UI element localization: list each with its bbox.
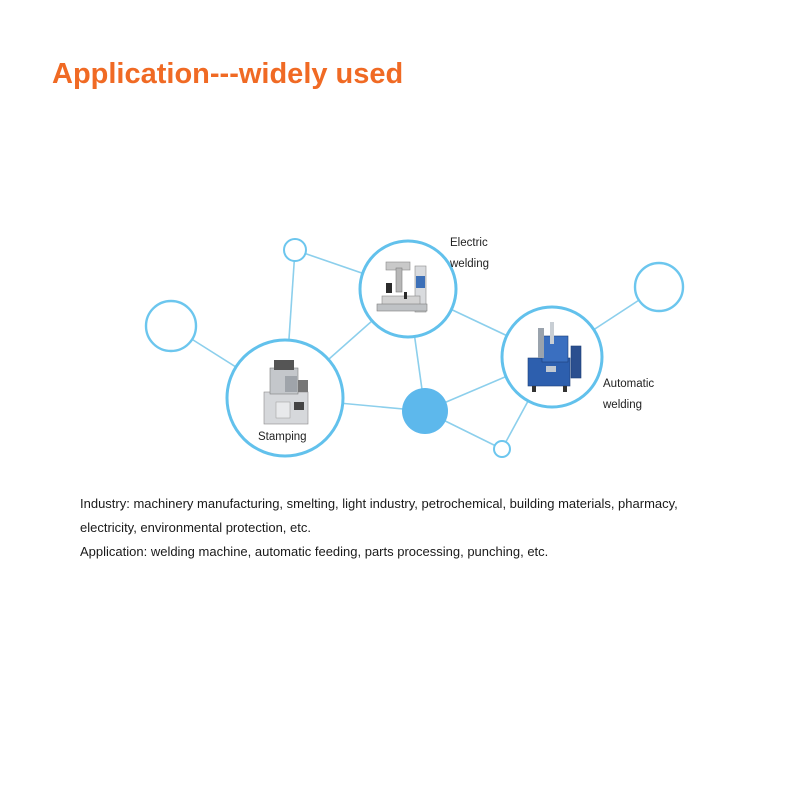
industry-line-1: Industry: machinery manufacturing, smelting, light industry, petrochemical, building materials, pharmacy,	[80, 496, 678, 511]
automatic-welding-label-line2: welding	[603, 399, 642, 411]
industry-line-2: electricity, environmental protection, etc.	[80, 520, 311, 535]
small-node	[284, 239, 306, 261]
electric-welding-label	[450, 233, 489, 275]
empty-node	[146, 301, 196, 351]
electric-welding-label-line2: welding	[450, 258, 489, 270]
hub-node	[402, 388, 448, 434]
node-automatic-welding	[502, 307, 602, 407]
small-node	[494, 441, 510, 457]
page-title: Application---widely used	[52, 58, 404, 90]
empty-node	[635, 263, 683, 311]
automatic-welding-label-line1: Automatic	[603, 378, 655, 390]
node-electric-welding	[360, 241, 456, 337]
application-line: Application: welding machine, automatic feeding, parts processing, punching, etc.	[80, 544, 549, 559]
stamping-label: Stamping	[258, 431, 307, 443]
description-text	[80, 492, 770, 564]
electric-welding-label-line1: Electric	[450, 237, 488, 249]
automatic-welding-label	[603, 374, 654, 416]
